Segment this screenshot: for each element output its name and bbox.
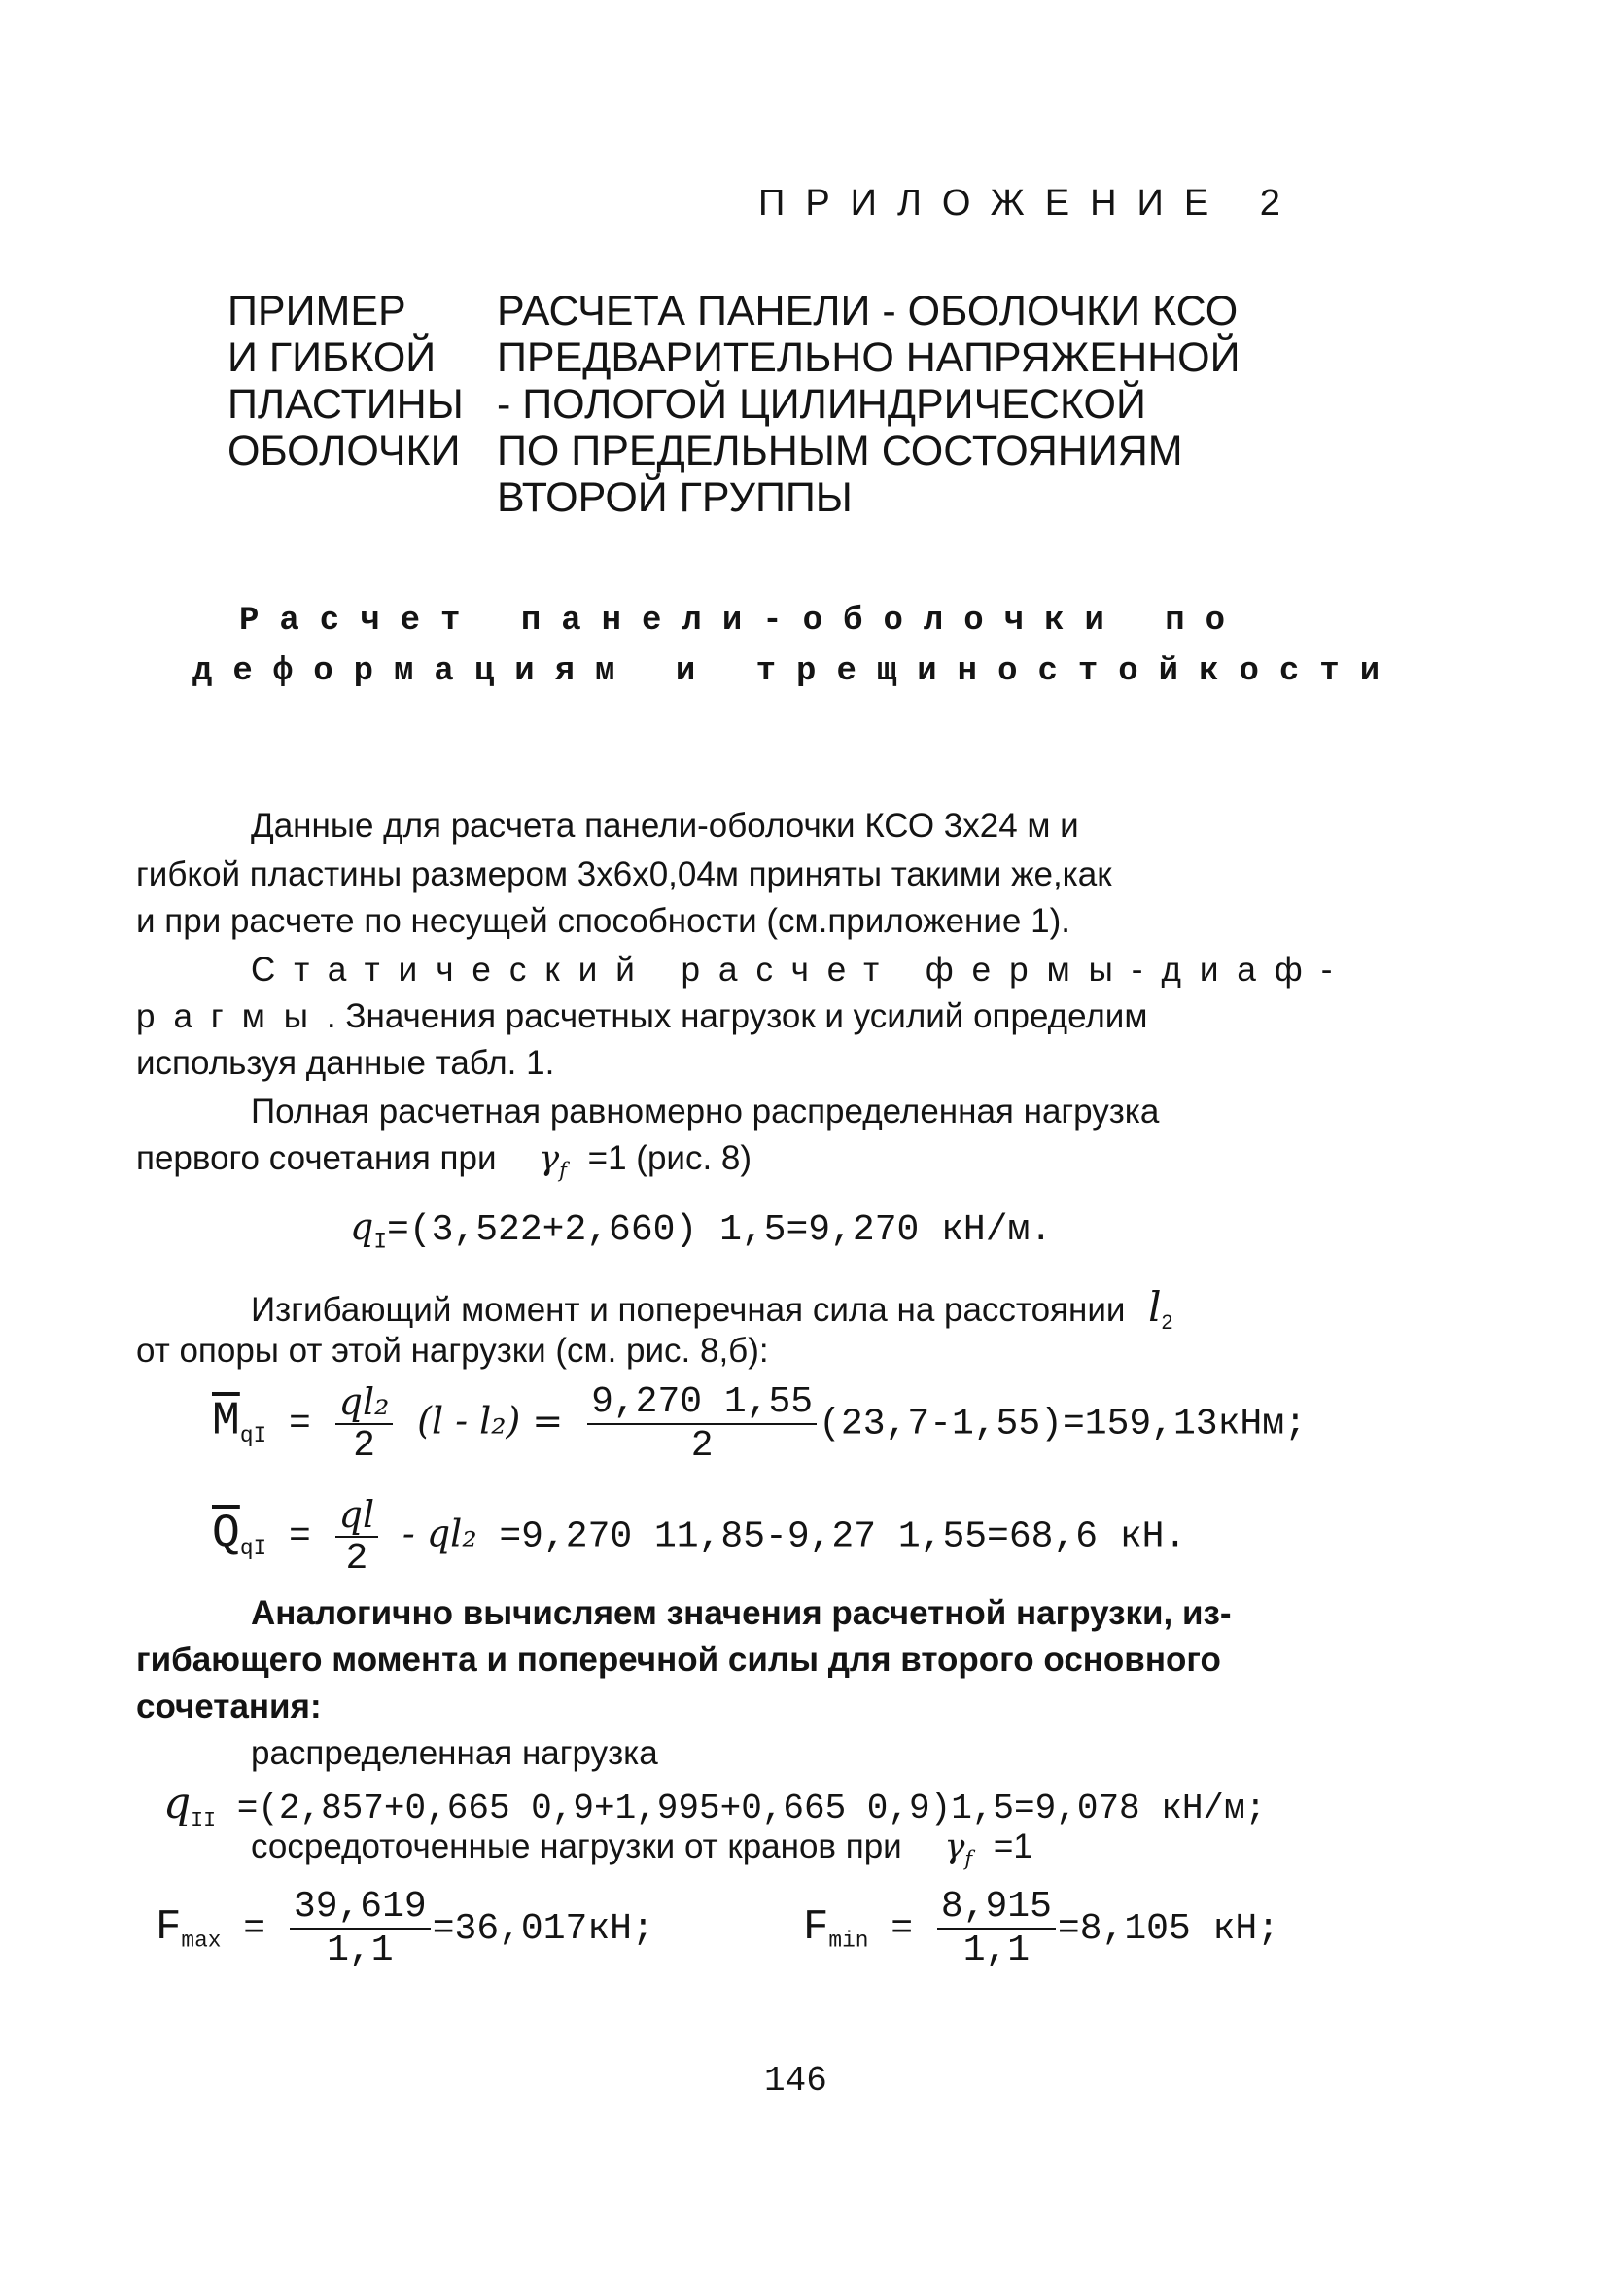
paragraph-text: первого сочетания при	[136, 1139, 497, 1177]
paragraph-line: используя данные табл. 1.	[136, 1044, 555, 1082]
formula-q1	[350, 1205, 1052, 1255]
formula-moment	[212, 1380, 1307, 1467]
title-block	[227, 284, 1316, 566]
fraction	[937, 1886, 1056, 1971]
paragraph-line	[136, 1139, 752, 1182]
paragraph-text: =1	[993, 1827, 1032, 1865]
fraction	[587, 1381, 817, 1467]
formula-subscript: qI	[239, 1423, 267, 1449]
formula-symbol: l	[1148, 1283, 1162, 1331]
paragraph-line: Аналогично вычисляем значения расчетной нагрузки, из-	[251, 1594, 1232, 1632]
formula-symbol: q	[350, 1205, 374, 1248]
fraction-denominator: 1,1	[962, 1930, 1031, 1971]
paragraph-text: Изгибающий момент и поперечная сила на расстоянии	[251, 1291, 1126, 1329]
paragraph-line	[251, 1283, 1172, 1335]
gamma-symbol: γ	[539, 1139, 560, 1178]
formula-operator: =	[289, 1515, 311, 1558]
spaced-term: Статический расчет фермы-диаф-	[251, 951, 1351, 989]
fraction-denominator: 1,1	[327, 1930, 394, 1971]
formula-fmax	[156, 1886, 654, 1971]
formula-expression: =(3,522+2,660) 1,5=9,270 кН/м.	[387, 1209, 1053, 1251]
formula-symbol: q	[163, 1779, 192, 1828]
gamma-subscript: f	[964, 1847, 973, 1870]
paragraph-line: Данные для расчета панели-оболочки КСО 3х24 м и	[251, 807, 1079, 845]
fraction-numerator: ql₂	[335, 1380, 394, 1425]
title-col2: - ПОЛОГОЙ ЦИЛИНДРИЧЕСКОЙ	[497, 381, 1146, 428]
fraction-numerator: 39,619	[290, 1886, 431, 1930]
title-col2: РАСЧЕТА ПАНЕЛИ - ОБОЛОЧКИ КСО	[497, 288, 1239, 334]
paragraph-line: распределенная нагрузка	[251, 1734, 658, 1772]
paragraph-line: от опоры от этой нагрузки (см. рис. 8,б):	[136, 1332, 769, 1370]
formula-expression: - ql₂	[402, 1512, 477, 1555]
formula-subscript: qI	[239, 1536, 267, 1562]
formula-subscript: II	[191, 1809, 217, 1833]
formula-expression: (23,7-1,55)=159,13кНм;	[819, 1403, 1307, 1445]
formula-subscript: min	[828, 1928, 869, 1954]
paragraph-line: и при расчете по несущей способности (см.приложение 1).	[136, 902, 1070, 940]
paragraph-line	[251, 1827, 1032, 1870]
formula-symbol: F	[156, 1903, 182, 1953]
paragraph-line	[136, 997, 1147, 1036]
fraction	[290, 1886, 431, 1971]
formula-expression: =36,017кН;	[432, 1908, 654, 1951]
formula-subscript: I	[373, 1229, 388, 1255]
spaced-term: рагмы	[136, 997, 327, 1035]
formula-expression: =(2,857+0,665 0,9+1,995+0,665 0,9)1,5=9,078 кН/м;	[236, 1789, 1267, 1828]
formula-shear	[212, 1493, 1186, 1580]
title-col2: ВТОРОЙ ГРУППЫ	[497, 474, 853, 521]
paragraph-line: Полная расчетная равномерно распределенная нагрузка	[251, 1093, 1160, 1131]
fraction	[335, 1493, 378, 1580]
title-col2: ПО ПРЕДЕЛЬНЫМ СОСТОЯНИЯМ	[497, 428, 1183, 474]
formula-symbol: $\overline{Q}$	[212, 1508, 240, 1561]
formula-symbol: F	[803, 1903, 829, 1953]
fraction-numerator: 8,915	[937, 1886, 1056, 1930]
fraction	[335, 1380, 394, 1467]
page-number: 146	[764, 2061, 827, 2101]
paragraph-line: гибающего момента и поперечной силы для второго основного	[136, 1641, 1221, 1679]
title-col1: ПЛАСТИНЫ	[227, 381, 464, 428]
formula-operator: =	[243, 1908, 266, 1951]
gamma-subscript: f	[559, 1159, 567, 1182]
section-heading-line2: деформациям и трещиностойкости	[192, 653, 1401, 690]
formula-subscript: 2	[1161, 1311, 1173, 1334]
paragraph-line: сочетания:	[136, 1687, 322, 1725]
paragraph-text: . Значения расчетных нагрузок и усилий определим	[326, 997, 1148, 1035]
title-col1: И ГИБКОЙ	[227, 334, 437, 381]
section-heading-line1: Расчет панели-оболочки по	[239, 603, 1246, 640]
formula-subscript: max	[181, 1928, 222, 1954]
title-col2: ПРЕДВАРИТЕЛЬНО НАПРЯЖЕННОЙ	[497, 334, 1241, 381]
title-col1: ПРИМЕР	[227, 288, 406, 334]
fraction-denominator: 2	[345, 1538, 368, 1580]
formula-fmin	[803, 1886, 1279, 1971]
formula-operator: =	[891, 1908, 914, 1951]
paragraph-line: гибкой пластины размером 3х6х0,04м приняты такими же,как	[136, 855, 1112, 893]
paragraph-text: =1 (рис. 8)	[587, 1139, 752, 1177]
fraction-denominator: 2	[690, 1424, 714, 1467]
fraction-denominator: 2	[353, 1425, 375, 1467]
gamma-symbol: γ	[944, 1827, 965, 1866]
fraction-numerator: 9,270 1,55	[587, 1381, 817, 1425]
formula-operator: =	[289, 1403, 311, 1445]
formula-symbol: $\overline{M}$	[212, 1395, 240, 1448]
formula-expression: =8,105 кН;	[1057, 1908, 1279, 1951]
paragraph-text: сосредоточенные нагрузки от кранов при	[251, 1827, 902, 1865]
formula-expression: (l - l₂) =	[417, 1399, 564, 1443]
formula-expression: =9,270 11,85-9,27 1,55=68,6 кН.	[499, 1515, 1187, 1558]
annex-heading: ПРИЛОЖЕНИЕ 2	[758, 183, 1301, 224]
title-col1: ОБОЛОЧКИ	[227, 428, 461, 474]
fraction-numerator: ql	[335, 1493, 378, 1538]
formula-q2	[163, 1779, 1266, 1832]
